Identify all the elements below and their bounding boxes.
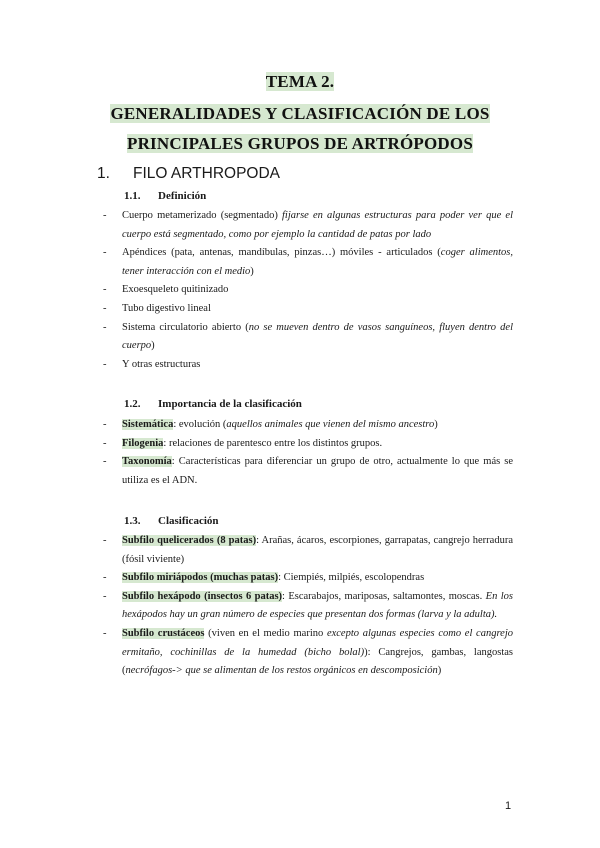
main-title-line1: GENERALIDADES Y CLASIFICACIÓN DE LOS <box>110 104 490 123</box>
importancia-list <box>103 416 513 490</box>
list-item: - Subfilo quelicerados (8 patas): Arañas, ácaros, escorpiones, garrapatas, cangrejo herradura (fósil viviente) <box>103 535 513 565</box>
definicion-list <box>103 207 513 374</box>
page-number: 1 <box>505 800 512 812</box>
list-item: - Y otras estructuras <box>103 358 201 370</box>
list-item: - Subfilo crustáceos (viven en el medio marino excepto algunas especies como el cangrejo ermitaño, cochinillas de la humedad (bicho bolal)): Cangrejos, gambas, langostas (necrófagos-> que se alimentan de los restos orgánicos en descomposición) <box>103 627 514 677</box>
list-item: - Cuerpo metamerizado (segmentado) fijarse en algunas estructuras para poder ver que el cuerpo está segmentado, como por ejemplo la cantidad de patas por lado <box>103 210 513 240</box>
list-item: - Subfilo hexápodo (insectos 6 patas): Escarabajos, mariposas, saltamontes, moscas. En los hexápodos hay un gran número de especies que presentan dos formas (larva y la adulta). <box>103 590 513 621</box>
list-item: - Sistema circulatorio abierto (no se mueven dentro de vasos sanguíneos, fluyen dentro del cuerpo) <box>103 321 513 352</box>
list-item: - Filogenia: relaciones de parentesco entre los distintos grupos. <box>103 437 383 449</box>
list-item: - Exoesqueleto quitinizado <box>103 284 229 296</box>
list-item: - Taxonomía: Características para diferenciar un grupo de otro, actualmente lo que más se utiliza es el ADN. <box>103 456 513 486</box>
tema-title: TEMA 2. <box>265 72 335 91</box>
subsection-title: Definición <box>158 190 207 202</box>
list-item: - Sistemática: evolución (aquellos animales que vienen del mismo ancestro) <box>103 419 438 430</box>
list-item: - Tubo digestivo lineal <box>103 302 211 314</box>
subsection-number: 1.2. <box>124 398 141 410</box>
subsection-number: 1.3. <box>124 515 141 527</box>
subsection-title: Importancia de la clasificación <box>158 398 302 410</box>
main-title-line2: PRINCIPALES GRUPOS DE ARTRÓPODOS <box>126 134 473 153</box>
clasificacion-list <box>103 532 513 681</box>
list-item: - Apéndices (pata, antenas, mandíbulas, pinzas…) móviles - articulados (coger alimentos, tener interacción con el medio) <box>103 247 513 277</box>
subsection-importancia-heading <box>124 398 302 410</box>
section-heading <box>97 165 280 183</box>
section-title: FILO ARTHROPODA <box>133 165 280 182</box>
section-number: 1. <box>97 165 110 182</box>
subsection-number: 1.1. <box>124 190 141 202</box>
subsection-clasificacion-heading <box>124 515 219 527</box>
list-item: - Subfilo miriápodos (muchas patas): Ciempiés, milpiés, escolopendras <box>103 572 425 584</box>
subsection-definicion-heading <box>124 190 206 202</box>
subsection-title: Clasificación <box>158 515 219 527</box>
